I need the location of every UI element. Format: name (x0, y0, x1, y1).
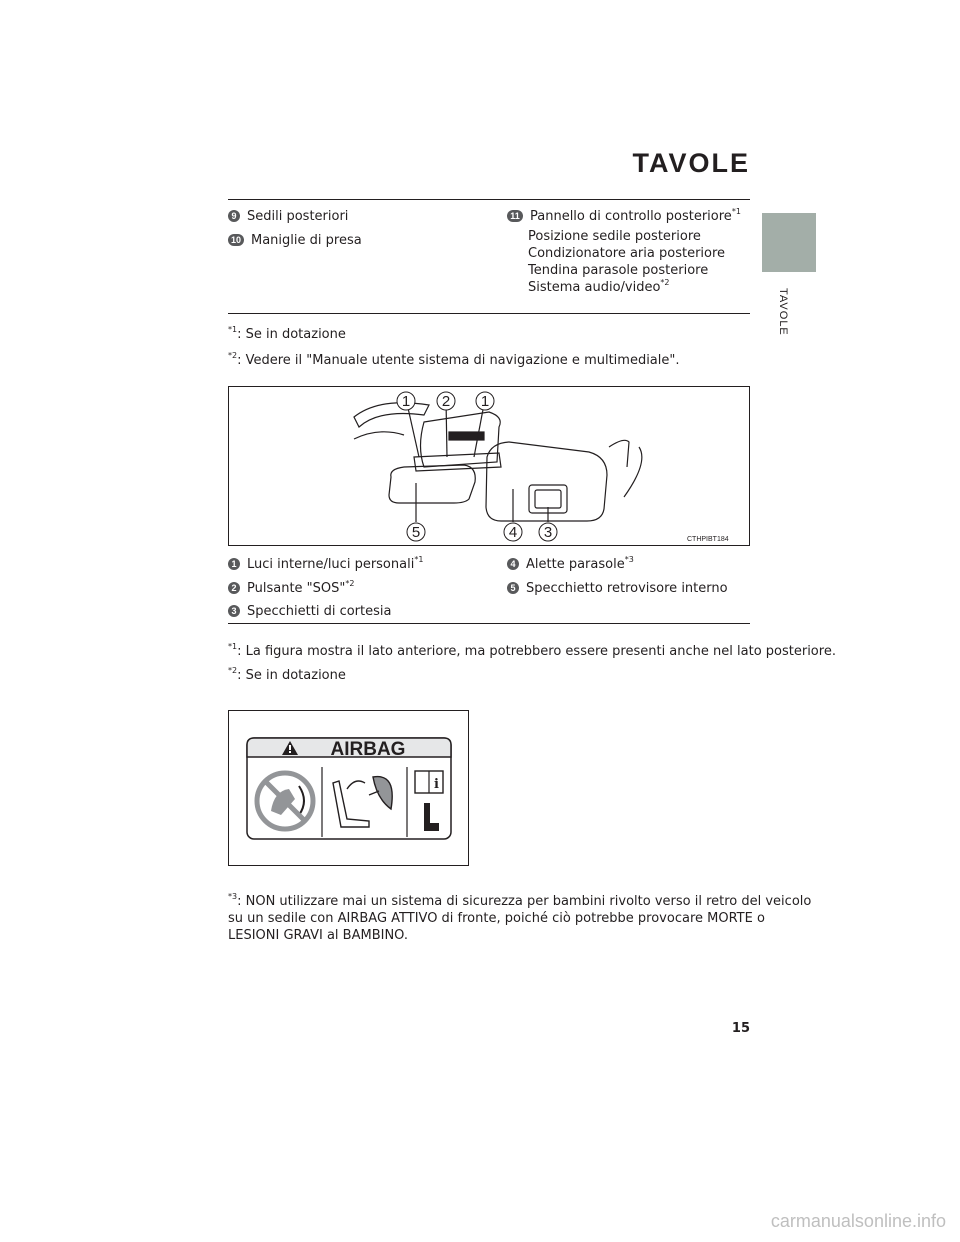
item-number-badge: 1 (228, 558, 240, 570)
item-number-badge: 9 (228, 210, 240, 222)
item-number-badge: 10 (228, 234, 244, 246)
pillar-line (609, 440, 629, 467)
footnote-text: : La figura mostra il lato anteriore, ma potrebbero essere presenti anche nel lato posteriore. (237, 644, 836, 659)
sub-line (528, 279, 670, 296)
item-number-badge: 4 (507, 558, 519, 570)
sub-line: Tendina parasole posteriore (528, 263, 709, 278)
footnote (228, 893, 811, 910)
item-number-badge: 3 (228, 605, 240, 617)
figure-code: CTHPIBT184 (687, 536, 729, 543)
footnote-text: su un sedile con AIRBAG ATTIVO di fronte, poiché ciò potrebbe provocare MORTE o (228, 911, 765, 926)
side-tab-label: TAVOLE (777, 288, 789, 336)
list-item (228, 556, 423, 573)
footnote (228, 667, 346, 684)
list-item (228, 208, 348, 225)
list-item (228, 603, 391, 620)
list-item (228, 580, 354, 597)
note-mark: *3 (624, 555, 634, 564)
divider (228, 623, 750, 624)
roof-edge (354, 403, 429, 427)
airbag-warning-figure (228, 710, 469, 866)
item-label: Pulsante "SOS" (247, 581, 346, 596)
page-number: 15 (731, 1021, 750, 1036)
sub-line-text: Sistema audio/video (528, 280, 661, 295)
pillar-trim (624, 447, 642, 497)
page-title: TAVOLE (632, 148, 750, 178)
item-label: Alette parasole (526, 557, 625, 572)
footnote-mark: *3 (228, 892, 238, 901)
callout-number: 1 (401, 393, 411, 410)
note-mark: *1 (414, 555, 424, 564)
footnote-mark: *2 (228, 351, 238, 360)
note-mark: *1 (731, 207, 741, 216)
item-label: Maniglie di presa (251, 233, 362, 248)
list-item (507, 208, 741, 225)
sub-line: Posizione sedile posteriore (528, 229, 701, 244)
sun-visor (486, 442, 607, 521)
roof-line (354, 432, 404, 439)
divider (228, 199, 750, 200)
callout-number: 4 (508, 524, 518, 541)
airbag-label-text: AIRBAG (330, 739, 406, 760)
footnote-text: : Vedere il "Manuale utente sistema di navigazione e multimediale". (237, 353, 680, 368)
footnote-text: : Se in dotazione (237, 668, 346, 683)
footnote (228, 352, 680, 369)
item-number-badge: 5 (507, 582, 519, 594)
callout-number: 1 (480, 393, 490, 410)
item-number-badge: 11 (507, 210, 523, 222)
footnote (228, 643, 836, 660)
footnote-mark: *2 (228, 666, 238, 675)
item-label: Pannello di controllo posteriore (530, 209, 732, 224)
section-side-tab[interactable] (762, 213, 816, 272)
list-item (507, 580, 728, 597)
footnote-mark: *1 (228, 325, 238, 334)
item-label: Sedili posteriori (247, 209, 349, 224)
interior-diagram-drawing (229, 387, 749, 545)
sub-line: Condizionatore aria posteriore (528, 246, 726, 261)
callout-number: 5 (411, 524, 421, 541)
vanity-mirror-glass (535, 490, 561, 508)
item-label: Luci interne/luci personali (247, 557, 415, 572)
footnote-text: : NON utilizzare mai un sistema di sicurezza per bambini rivolto verso il retro del veicolo (237, 894, 812, 909)
callout-number: 2 (441, 393, 451, 410)
item-label: Specchietti di cortesia (247, 604, 392, 619)
footnote-text: : Se in dotazione (237, 327, 346, 342)
note-mark: *2 (660, 278, 670, 287)
footnote-mark: *1 (228, 642, 238, 651)
footnote-text: LESIONI GRAVI al BAMBINO. (228, 928, 409, 943)
svg-text:i: i (434, 777, 439, 792)
item-number-badge: 2 (228, 582, 240, 594)
interior-diagram (228, 386, 750, 546)
callout-number: 3 (543, 524, 553, 541)
note-mark: *2 (345, 579, 355, 588)
footnote (228, 326, 346, 343)
watermark: carmanualsonline.info (770, 1211, 946, 1231)
airbag-warning-label (229, 711, 468, 865)
list-item (507, 556, 634, 573)
list-item (228, 232, 362, 249)
item-label: Specchietto retrovisore interno (526, 581, 728, 596)
divider (228, 313, 750, 314)
